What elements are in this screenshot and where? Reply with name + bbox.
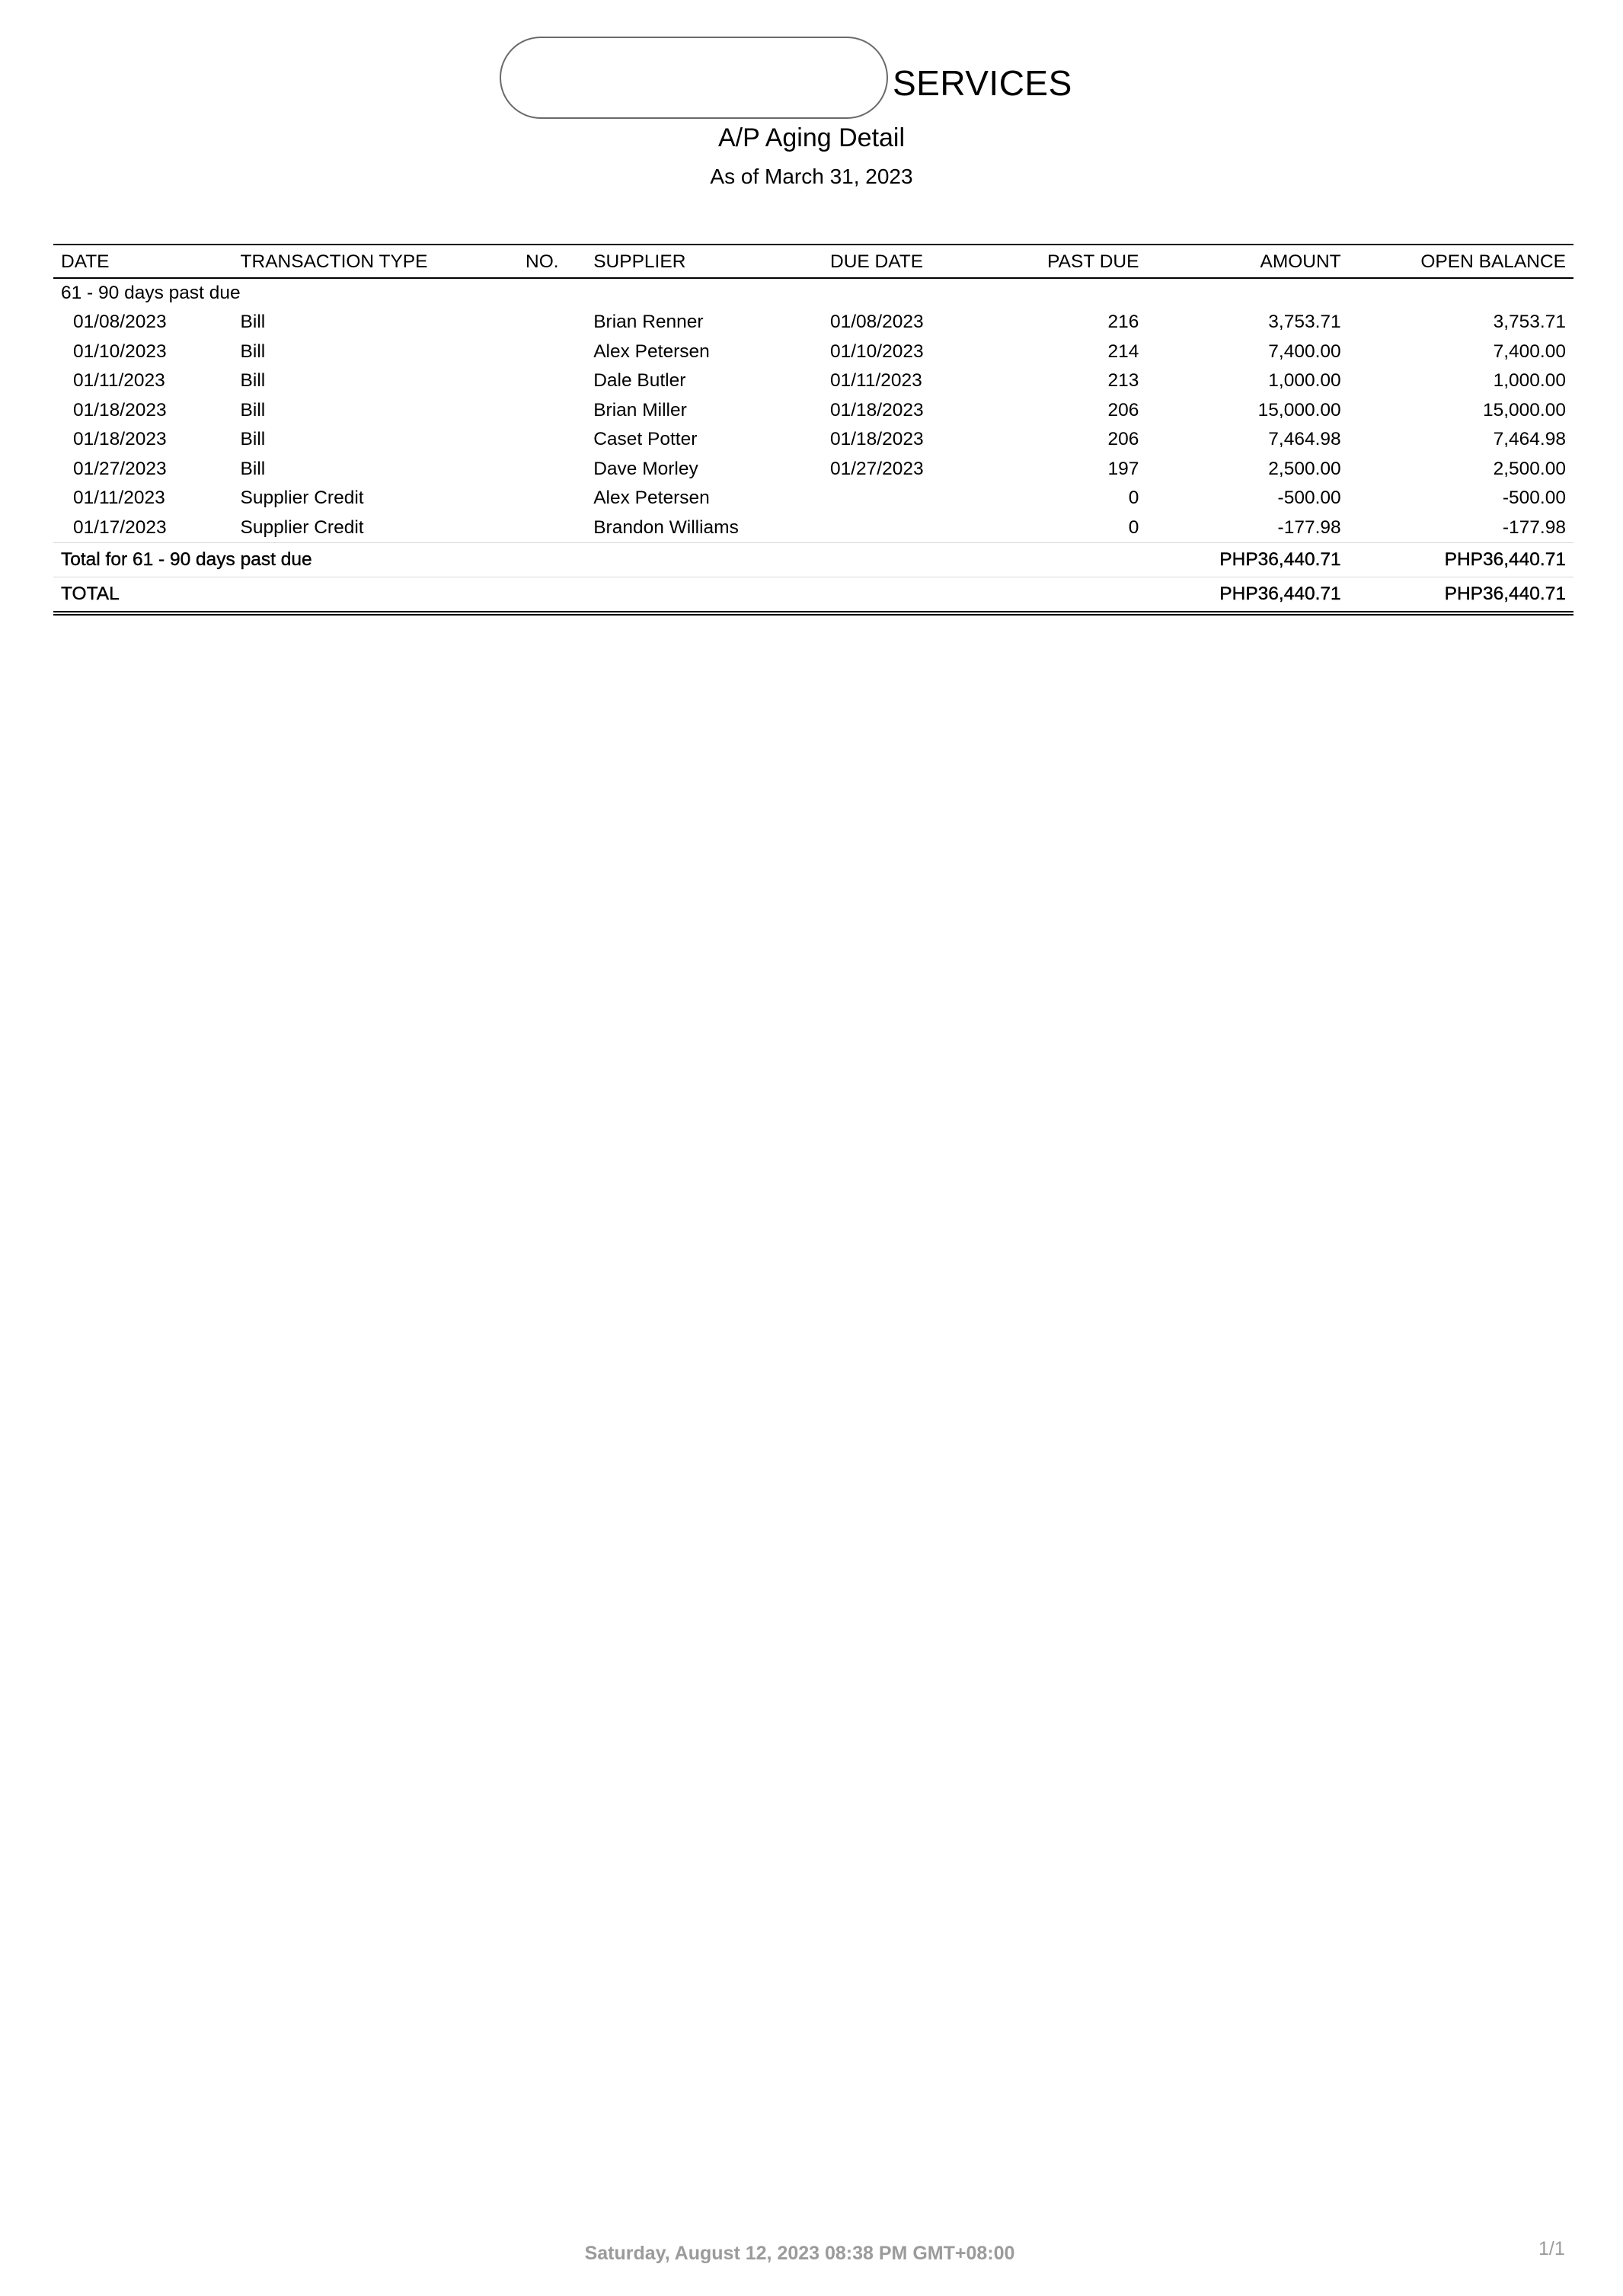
cell-transaction-type: Bill <box>240 312 266 333</box>
section-label: 61 - 90 days past due <box>61 283 241 303</box>
cell-supplier: Alex Petersen <box>593 488 710 509</box>
cell-transaction-type: Supplier Credit <box>240 488 364 509</box>
total-label: TOTAL <box>53 577 1146 614</box>
cell-supplier: Brian Renner <box>593 312 704 333</box>
cell-due-date: 01/11/2023 <box>830 370 922 392</box>
cell-no <box>518 308 586 337</box>
cell-transaction-type: Bill <box>240 429 266 450</box>
cell-open-balance: 15,000.00 <box>1483 399 1566 421</box>
cell-amount: -177.98 <box>1277 516 1341 538</box>
cell-open-balance: 7,400.00 <box>1493 341 1566 362</box>
table-row <box>53 484 1573 513</box>
cell-due-date: 01/08/2023 <box>830 312 924 333</box>
cell-date: 01/18/2023 <box>73 399 167 421</box>
cell-no <box>518 425 586 455</box>
cell-supplier: Dave Morley <box>593 458 698 479</box>
cell-open-balance: -177.98 <box>1502 516 1566 538</box>
cell-past-due: 213 <box>1107 370 1139 392</box>
col-header-supplier: SUPPLIER <box>586 245 823 278</box>
section-row <box>53 278 1573 308</box>
cell-date: 01/11/2023 <box>73 488 165 509</box>
cell-due-date: 01/18/2023 <box>830 429 924 450</box>
cell-date: 01/08/2023 <box>73 312 167 333</box>
report-date: As of March 31, 2023 <box>710 165 913 188</box>
cell-transaction-type: Bill <box>240 341 266 362</box>
table-row <box>53 337 1573 367</box>
footer-timestamp: Saturday, August 12, 2023 08:38 PM GMT+08:00 <box>584 2243 1015 2264</box>
cell-past-due: 206 <box>1107 429 1139 450</box>
col-header-due-date: DUE DATE <box>823 245 989 278</box>
cell-past-due: 216 <box>1107 312 1139 333</box>
col-header-open-balance: OPEN BALANCE <box>1349 245 1573 278</box>
report-header <box>0 0 1623 198</box>
redacted-company-name <box>500 37 888 119</box>
cell-transaction-type: Bill <box>240 399 266 421</box>
cell-past-due: 0 <box>1128 488 1139 509</box>
col-header-date: DATE <box>53 245 233 278</box>
col-header-no: NO. <box>518 245 586 278</box>
cell-past-due: 206 <box>1107 399 1139 421</box>
total-open-balance: PHP36,440.71 <box>1349 577 1573 614</box>
table-row <box>53 366 1573 396</box>
cell-date: 01/11/2023 <box>73 370 165 392</box>
cell-date: 01/27/2023 <box>73 458 167 479</box>
cell-open-balance: 1,000.00 <box>1493 370 1566 392</box>
ap-aging-table <box>53 244 1573 616</box>
cell-no <box>518 513 586 543</box>
total-row <box>53 577 1573 614</box>
report-title: A/P Aging Detail <box>717 123 906 152</box>
cell-supplier: Caset Potter <box>593 429 698 450</box>
subtotal-row <box>53 543 1573 577</box>
cell-date: 01/17/2023 <box>73 516 167 538</box>
cell-amount: 3,753.71 <box>1268 312 1341 333</box>
cell-past-due: 0 <box>1128 516 1139 538</box>
col-header-amount: AMOUNT <box>1146 245 1348 278</box>
cell-date: 01/10/2023 <box>73 341 167 362</box>
cell-transaction-type: Bill <box>240 458 266 479</box>
cell-no <box>518 484 586 513</box>
cell-due-date <box>823 484 989 513</box>
cell-no <box>518 337 586 367</box>
cell-amount: 1,000.00 <box>1268 370 1341 392</box>
cell-open-balance: 3,753.71 <box>1493 312 1566 333</box>
col-header-transaction-type: TRANSACTION TYPE <box>233 245 519 278</box>
cell-supplier: Brandon Williams <box>593 516 739 538</box>
cell-amount: 2,500.00 <box>1268 458 1341 479</box>
company-name: SERVICES <box>893 63 1072 103</box>
cell-amount: 7,400.00 <box>1268 341 1341 362</box>
cell-transaction-type: Bill <box>240 370 266 392</box>
cell-amount: 15,000.00 <box>1257 399 1341 421</box>
subtotal-label: Total for 61 - 90 days past due <box>53 543 1146 577</box>
cell-due-date <box>823 513 989 543</box>
cell-past-due: 214 <box>1107 341 1139 362</box>
cell-no <box>518 366 586 396</box>
table-row <box>53 455 1573 484</box>
total-amount: PHP36,440.71 <box>1146 577 1348 614</box>
table-row <box>53 425 1573 455</box>
cell-due-date: 01/18/2023 <box>830 399 924 421</box>
page-number: 1/1 <box>1538 2238 1565 2259</box>
cell-open-balance: 7,464.98 <box>1493 429 1566 450</box>
cell-supplier: Alex Petersen <box>593 341 710 362</box>
cell-open-balance: 2,500.00 <box>1493 458 1566 479</box>
cell-due-date: 01/10/2023 <box>830 341 924 362</box>
col-header-past-due: PAST DUE <box>989 245 1147 278</box>
table-row <box>53 396 1573 426</box>
cell-due-date: 01/27/2023 <box>830 458 924 479</box>
cell-date: 01/18/2023 <box>73 429 167 450</box>
cell-past-due: 197 <box>1107 458 1139 479</box>
cell-no <box>518 455 586 484</box>
cell-amount: -500.00 <box>1277 488 1341 509</box>
cell-open-balance: -500.00 <box>1502 488 1566 509</box>
table-header-row <box>53 245 1573 278</box>
subtotal-amount: PHP36,440.71 <box>1146 543 1348 577</box>
cell-no <box>518 396 586 426</box>
cell-supplier: Brian Miller <box>593 399 687 421</box>
cell-amount: 7,464.98 <box>1268 429 1341 450</box>
cell-transaction-type: Supplier Credit <box>240 516 364 538</box>
table-row <box>53 513 1573 543</box>
cell-supplier: Dale Butler <box>593 370 686 392</box>
subtotal-open-balance: PHP36,440.71 <box>1349 543 1573 577</box>
table-row <box>53 308 1573 337</box>
